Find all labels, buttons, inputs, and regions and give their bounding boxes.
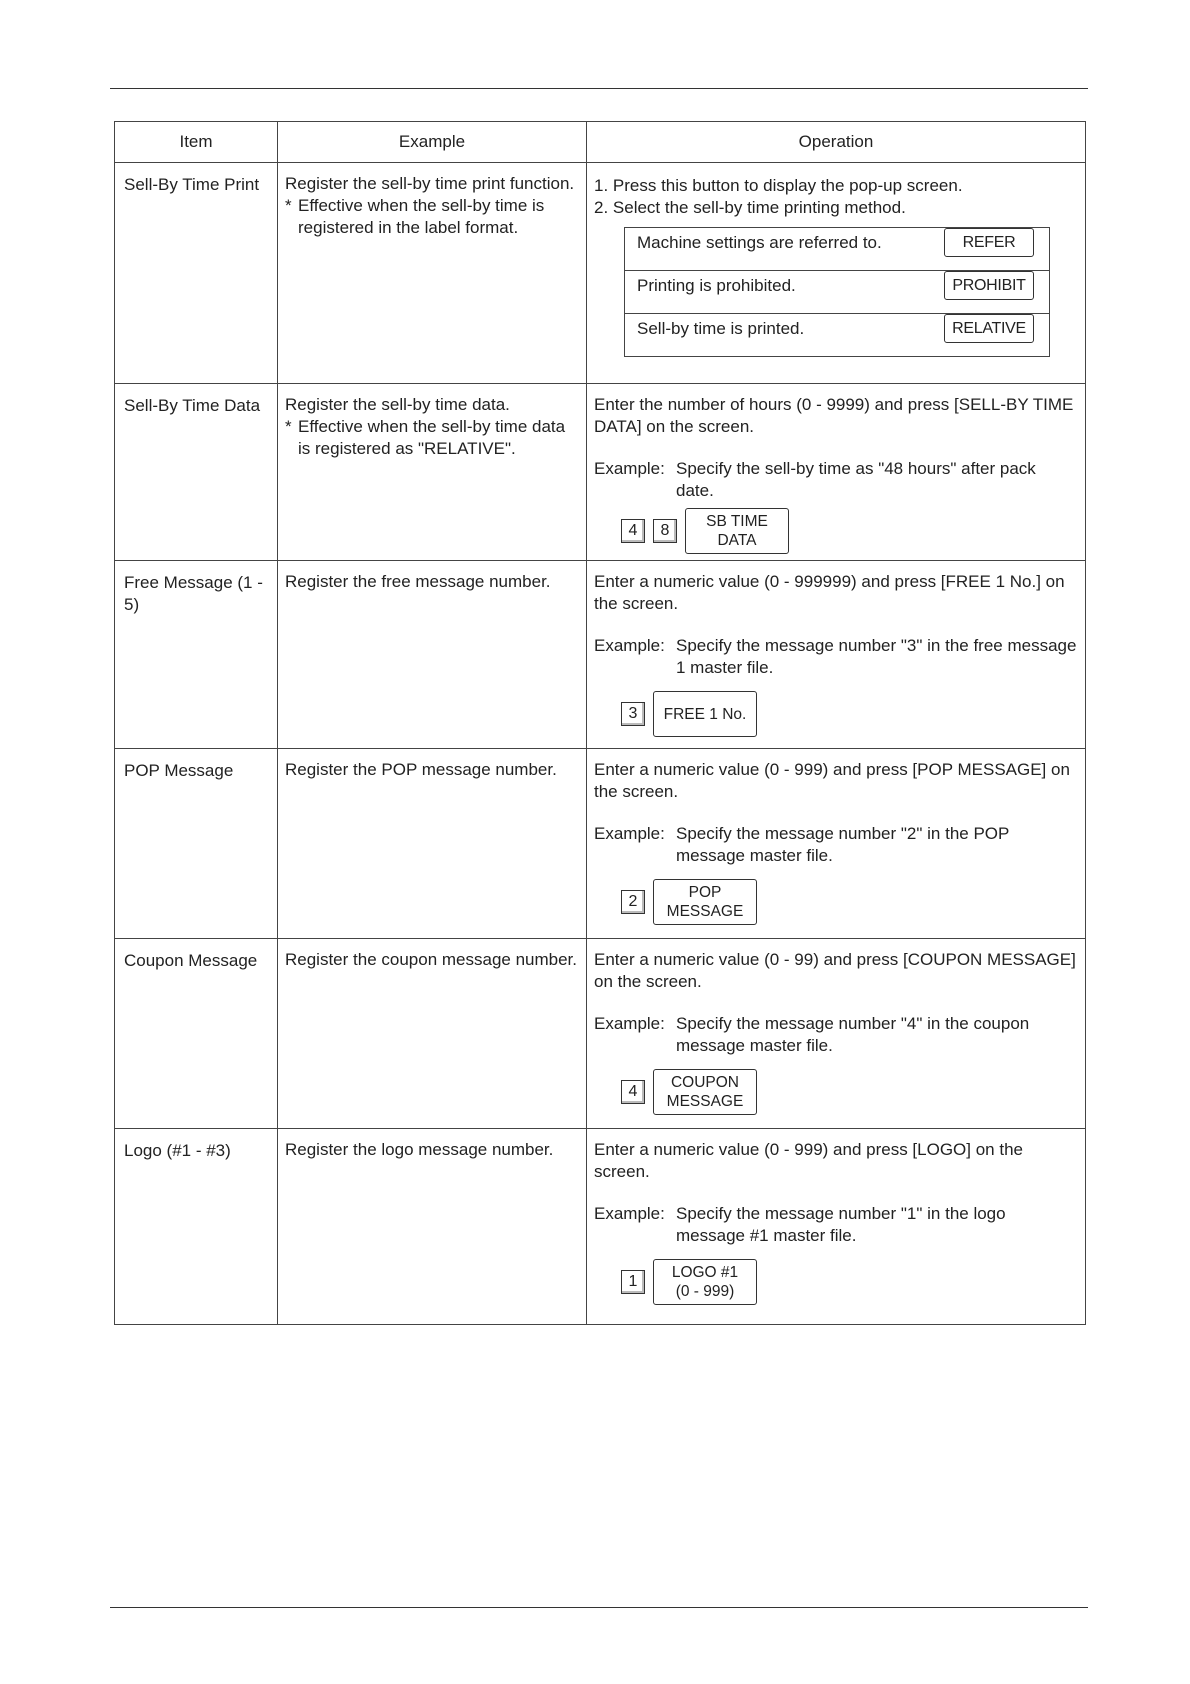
free-1-no-button[interactable] [653,691,757,737]
prohibit-button[interactable]: PROHIBIT [944,271,1034,300]
key-8[interactable]: 8 [653,519,677,543]
row-example [278,749,587,939]
row-example [278,384,587,561]
popup-options [624,227,1050,357]
table-row [115,384,1086,561]
example-text: Register the logo message number. [285,1140,554,1159]
example-text: Register the sell-by time data. [285,395,510,414]
header-item: Item [115,122,278,163]
note: * Effective when the sell-by time data is registered as "RELATIVE". [285,416,580,460]
relative-button[interactable]: RELATIVE [944,314,1034,343]
settings-table [114,121,1086,1325]
softkey-line: LOGO #1 [671,1264,739,1281]
operation-text: Enter the number of hours (0 - 9999) and press [SELL-BY TIME DATA] on the screen. [594,395,1074,436]
example-text: Register the free message number. [285,572,551,591]
example-description: Specify the message number "4" in the coupon message master file. [676,1014,1030,1055]
header-example: Example [278,122,587,163]
step-2: 2. Select the sell-by time printing method. [594,198,906,217]
table-row [115,561,1086,749]
operation-text: Enter a numeric value (0 - 999) and press [POP MESSAGE] on the screen. [594,760,1070,801]
operation-text: Enter a numeric value (0 - 999999) and press [FREE 1 No.] on the screen. [594,572,1065,613]
row-operation [587,561,1086,749]
softkey-line: FREE 1 No. [663,705,747,723]
softkey-line: MESSAGE [666,903,744,920]
table-row [115,163,1086,384]
pop-message-button[interactable] [653,879,757,925]
example-description: Specify the sell-by time as "48 hours" after pack date. [676,459,1036,500]
row-item: Sell-By Time Print [115,163,278,384]
softkey-line: (0 - 999) [675,1283,735,1300]
example-description: Specify the message number "3" in the free message 1 master file. [676,636,1077,677]
row-item: Coupon Message [115,939,278,1129]
row-item: Logo (#1 - #3) [115,1129,278,1325]
row-item: Sell-By Time Data [115,384,278,561]
row-operation [587,939,1086,1129]
softkey-line: MESSAGE [666,1093,744,1110]
example-text: Register the POP message number. [285,760,557,779]
option-text: Sell-by time is printed. [637,318,805,338]
row-operation [587,1129,1086,1325]
example-description: Specify the message number "2" in the POP message master file. [676,824,1010,865]
row-example [278,1129,587,1325]
step-1: 1. Press this button to display the pop-up screen. [594,176,963,195]
key-4[interactable]: 4 [621,519,645,543]
table-row [115,1129,1086,1325]
footer-rule [110,1607,1088,1608]
example-description: Specify the message number "1" in the logo message #1 master file. [676,1204,1006,1245]
header-operation: Operation [587,122,1086,163]
refer-button[interactable]: REFER [944,228,1034,257]
note: * Effective when the sell-by time is registered in the label format. [285,195,580,239]
key-1[interactable]: 1 [621,1270,645,1294]
note-text: Effective when the sell-by time data is registered as "RELATIVE". [298,417,566,458]
key-3[interactable]: 3 [621,702,645,726]
softkey-line: COUPON [670,1074,740,1091]
table-row [115,939,1086,1129]
table-row [115,749,1086,939]
note-text: Effective when the sell-by time is registered in the label format. [298,196,545,237]
coupon-message-button[interactable] [653,1069,757,1115]
example-text: Register the sell-by time print function. [285,174,575,193]
table-header-row [115,122,1086,163]
sb-time-data-button[interactable] [685,508,789,554]
row-example [278,561,587,749]
example-label: Example: [594,824,665,843]
key-4[interactable]: 4 [621,1080,645,1104]
example-label: Example: [594,1204,665,1223]
example-text: Register the coupon message number. [285,950,578,969]
example-label: Example: [594,636,665,655]
logo-1-button[interactable] [653,1259,757,1305]
row-example [278,939,587,1129]
softkey-line: DATA [717,532,757,549]
row-operation [587,749,1086,939]
softkey-line: POP [688,884,722,901]
example-label: Example: [594,1014,665,1033]
softkey-line: SB TIME [706,513,768,530]
operation-text: Enter a numeric value (0 - 99) and press [COUPON MESSAGE] on the screen. [594,950,1076,991]
row-operation [587,163,1086,384]
option-text: Machine settings are referred to. [637,232,882,252]
option-text: Printing is prohibited. [637,275,796,295]
row-item: POP Message [115,749,278,939]
header-rule [110,88,1088,89]
row-item: Free Message (1 - 5) [115,561,278,749]
operation-text: Enter a numeric value (0 - 999) and press [LOGO] on the screen. [594,1140,1023,1181]
key-2[interactable]: 2 [621,890,645,914]
row-operation [587,384,1086,561]
row-example [278,163,587,384]
example-label: Example: [594,459,665,478]
